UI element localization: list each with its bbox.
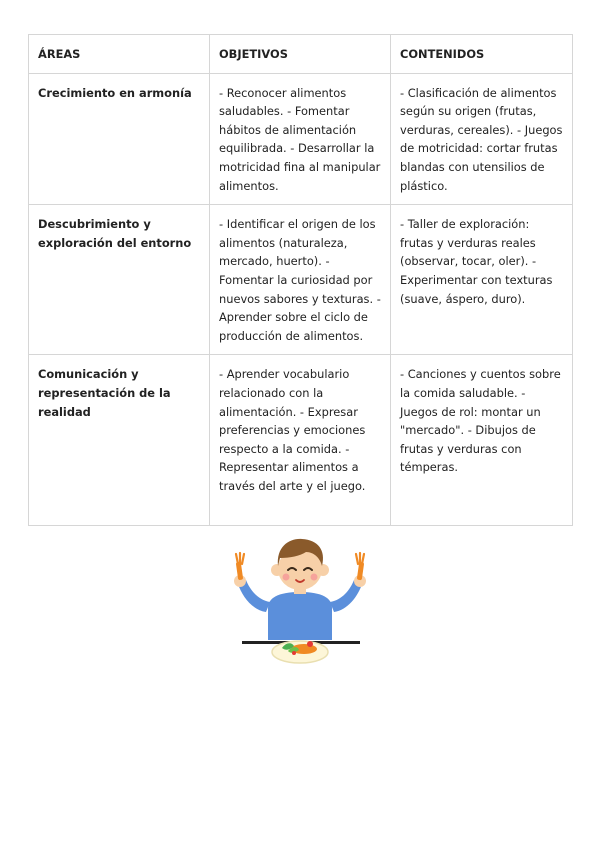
area-cell: Comunicación y representación de la realidad: [29, 355, 210, 526]
header-objetivos: OBJETIVOS: [210, 35, 391, 74]
header-areas: ÁREAS: [29, 35, 210, 74]
curriculum-table: [28, 34, 573, 526]
header-contenidos: CONTENIDOS: [391, 35, 573, 74]
area-cell: Crecimiento en armonía: [29, 73, 210, 205]
contenidos-cell: - Canciones y cuentos sobre la comida saludable. - Juegos de rol: montar un "mercado". - Dibujos de frutas y verduras con témperas.: [391, 355, 573, 526]
table-row: [29, 205, 573, 355]
contenidos-cell: - Taller de exploración: frutas y verduras reales (observar, tocar, oler). - Experimentar con texturas (suave, áspero, duro).: [391, 205, 573, 355]
objetivos-cell: - Aprender vocabulario relacionado con la alimentación. - Expresar preferencias y emociones respecto a la comida. - Representar alimentos a través del arte y el juego.: [210, 355, 391, 526]
objetivos-cell: - Reconocer alimentos saludables. - Fomentar hábitos de alimentación equilibrada. - Desarrollar la motricidad fina al manipular alimentos.: [210, 73, 391, 205]
contenidos-cell: - Clasificación de alimentos según su origen (frutas, verduras, cereales). - Juegos de motricidad: cortar frutas blandas con utensilios de plástico.: [391, 73, 573, 205]
objetivos-cell: - Identificar el origen de los alimentos (naturaleza, mercado, huerto). - Fomentar la curiosidad por nuevos sabores y texturas. - Aprender sobre el ciclo de producción de alimentos.: [210, 205, 391, 355]
table-row: [29, 73, 573, 205]
table-header-row: [29, 35, 573, 74]
child-eating-icon: [222, 536, 378, 670]
table-row: [29, 355, 573, 526]
area-cell: Descubrimiento y exploración del entorno: [29, 205, 210, 355]
